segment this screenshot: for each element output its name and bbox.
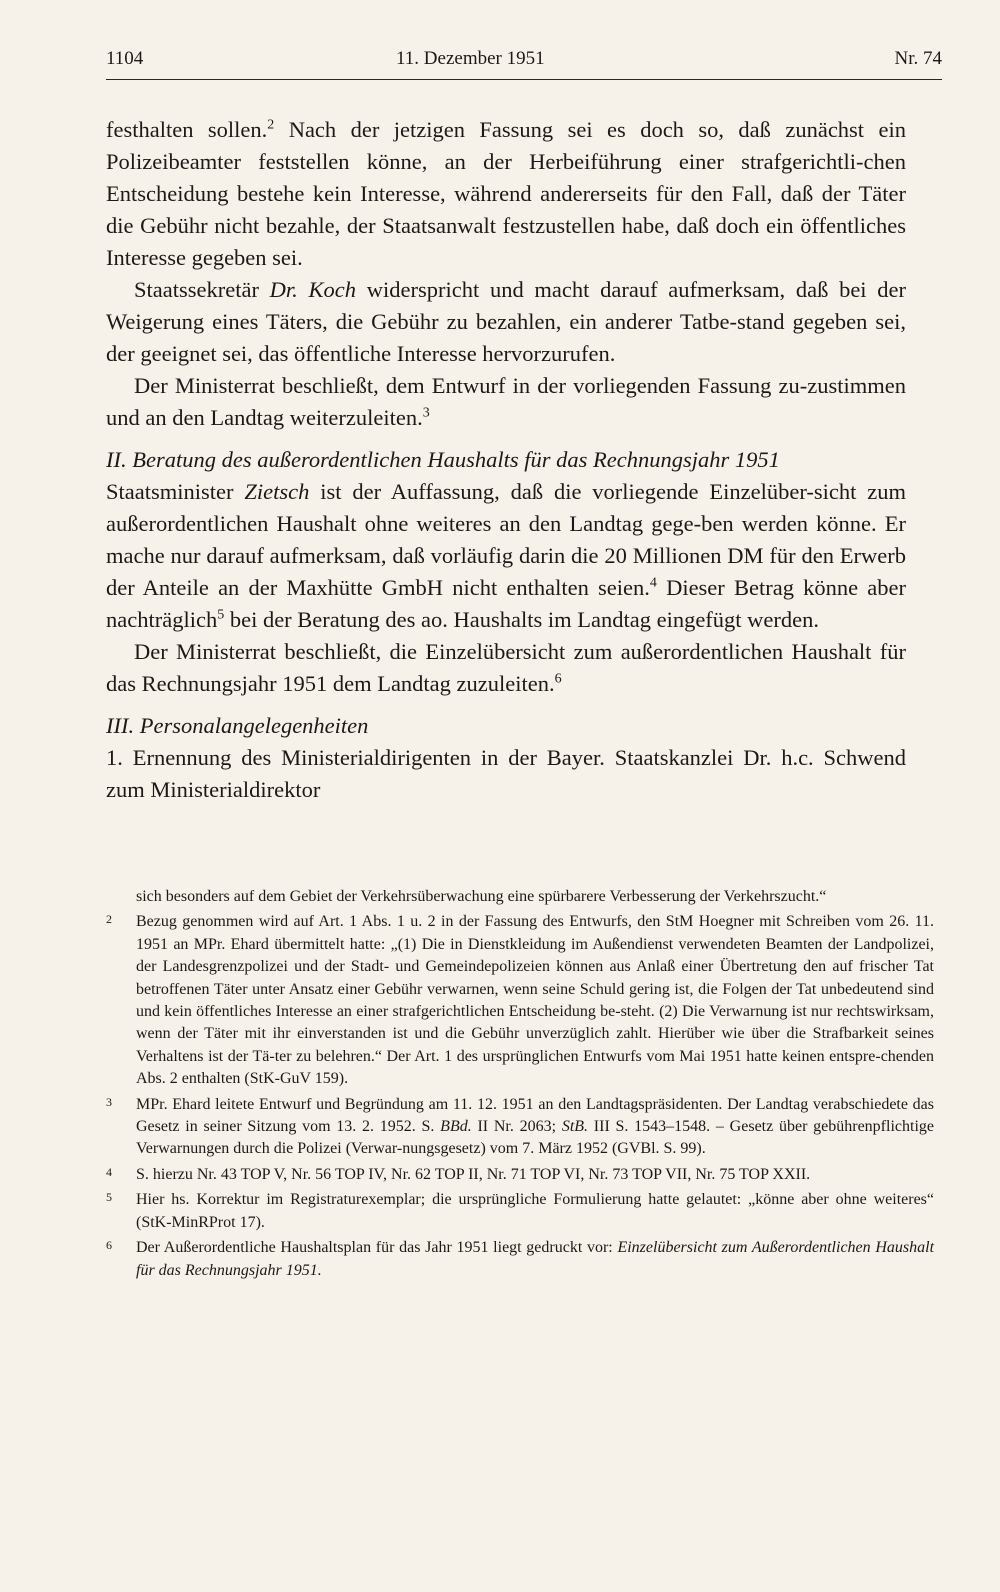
footnote-ref-2[interactable]: 2 [267,117,275,133]
text-run: bei der Beratung des ao. Haushalts im Landtag eingefügt werden. [224,607,820,632]
text-run: festhalten sollen. [106,117,268,142]
footnote-text: sich besonders auf dem Gebiet der Verkehrsüberwachung eine spürbarere Verbesserung der Verkehrszucht.“ [136,888,827,905]
text-run: ist der Auffassung, daß die vorliegende Einzelüber-sicht zum außerordentlichen Haushalt ohne weiteres an den Landtag gege-ben werden könne. Er mache nur darauf aufmerksam, daß vorläufig darin die 20 Millionen DM für den Erwerb der Anteile an der Maxhütte GmbH nicht enthalten seien. [106,479,906,600]
footnote-text: MPr. Ehard leitete Entwurf und Begründung am 11. 12. 1951 an den Landtagspräsidenten. Der Landtag verabschiedete das Gesetz in seiner Sitzung vom 13. 2. 1952. S. [136,1095,934,1136]
section-heading-iii: III. Personalangelegenheiten [106,713,369,738]
paragraph-3 [106,370,906,434]
footnote-3 [106,1094,934,1161]
footnote-continuation [106,886,934,908]
section-heading-ii: II. Beratung des außerordentlichen Haushalts für das Rechnungsjahr 1951 [106,447,780,472]
footnote-4 [106,1164,934,1186]
footnote-citation: BBd. [440,1118,472,1136]
footnote-mark: 3 [106,1094,112,1109]
text-run: Der Ministerrat beschließt, dem Entwurf in der vorliegenden Fassung zu-zustimmen und an den Landtag weiterzuleiten. [106,373,906,430]
footnote-text: Hier hs. Korrektur im Registraturexemplar; die ursprüngliche Formulierung hatte gelautet: „könne aber ohne weiteres“ (StK-MinRProt 17). [136,1191,934,1231]
header-date: 11. Dezember 1951 [396,48,545,69]
footnote-6 [106,1237,934,1282]
person-name: Zietsch [244,479,310,504]
footnote-mark: 6 [106,1238,112,1253]
paragraph-2 [106,274,906,370]
footnote-2 [106,911,934,1090]
footnote-text: S. hierzu Nr. 43 TOP V, Nr. 56 TOP IV, Nr. 62 TOP II, Nr. 71 TOP VI, Nr. 73 TOP VII, Nr. 75 TOP XXII. [136,1165,811,1183]
person-title: Dr. [269,277,298,302]
footnote-citation: Einzelübersicht zum Außerordentlichen Haushalt für das Rechnungsjahr 1951. [136,1239,935,1279]
paragraph-5 [106,636,906,700]
person-name: Koch [308,277,357,302]
footnote-mark: 4 [106,1164,112,1179]
issue-number: Nr. 74 [894,48,942,69]
footnote-citation: StB. [561,1118,589,1136]
footnote-5 [106,1189,934,1234]
page-number: 1104 [106,48,144,69]
footnote-text: Bezug genommen wird auf Art. 1 Abs. 1 u. 2 in der Fassung des Entwurfs, den StM Hoegner mit Schreiben vom 26. 11. 1951 an MPr. Ehard übermittelt hatte: „(1) Die in Dienstkleidung im Außendienst verwendeten Beamten der Landpolizei, der Landesgrenzpolizei und der Stadt- und Gemeindepolizeien können aus Anlaß einer Übertretung den auf frischer Tat betroffenen Täter unter Ansatz einer Gebühr verwarnen, wenn seine Schuld gering ist, die Folgen der Tat unbedeutend sind und kein öffentliches Interesse an einer strafgerichtlichen Entscheidung be-steht. (2) Die Verwarnung ist nur rechtswirksam, wenn der Täter mit ihr einverstanden ist und die Gebühr unverzüglich zahlt. Hierüber wie über die Strafbarkeit seines Verhaltens ist der Tä-ter zu belehren.“ Der Art. 1 des ursprünglichen Entwurfs vom Mai 1951 hatte keinen entspre-chenden Abs. 2 enthalten (StK-GuV 159). [136,913,934,1088]
footnote-text: II Nr. 2063; [471,1118,562,1136]
header-rule [106,79,942,80]
footnote-ref-3[interactable]: 3 [422,405,430,421]
running-header [106,46,942,76]
footnotes [106,886,934,1285]
footnote-mark: 5 [106,1190,112,1205]
document-page [106,0,942,1592]
text-run: Nach der jetzigen Fassung sei es doch so, daß zunächst ein Polizeibeamter feststellen könne, an der Herbeiführung einer strafgerichtli-chen Entscheidung bestehe kein Interesse, während andererseits für den Fall, daß der Täter die Gebühr nicht bezahle, der Staatsanwalt festzustellen habe, daß doch ein öffentliches Interesse gegeben sei. [106,117,906,270]
text-run: widerspricht und macht darauf aufmerksam, daß bei der Weigerung eines Täters, die Gebühr zu bezahlen, ein anderer Tatbe-stand gegeben sei, der geeignet sei, das öffentliche Interesse hervorzurufen. [106,277,907,366]
footnote-mark: 2 [106,912,112,927]
footnote-ref-6[interactable]: 6 [554,671,562,687]
footnote-ref-4[interactable]: 4 [649,575,657,591]
footnote-text: Der Außerordentliche Haushaltsplan für das Jahr 1951 liegt gedruckt vor: [136,1239,618,1257]
text-run: Staatssekretär [134,277,270,302]
text-run: Staatsminister [106,479,245,504]
footnote-text: III S. 1543–1548. – Gesetz über gebührenpflichtige Verwarnungen durch die Polizei (Verwar-nungsgesetz) vom 7. März 1952 (GVBl. S. 99). [136,1118,934,1158]
paragraph-4 [106,476,906,636]
body-text [106,114,906,806]
text-run: Dieser Betrag könne aber nachträglich [106,575,906,632]
text-run: Der Ministerrat beschließt, die Einzelübersicht zum außerordentlichen Haushalt für das Rechnungsjahr 1951 dem Landtag zuzuleiten. [106,639,906,696]
paragraph-6: 1. Ernennung des Ministerialdirigenten in der Bayer. Staatskanzlei Dr. h.c. Schwend zum Ministerialdirektor [106,745,906,802]
footnote-ref-5[interactable]: 5 [217,607,225,623]
paragraph-1 [106,114,906,274]
